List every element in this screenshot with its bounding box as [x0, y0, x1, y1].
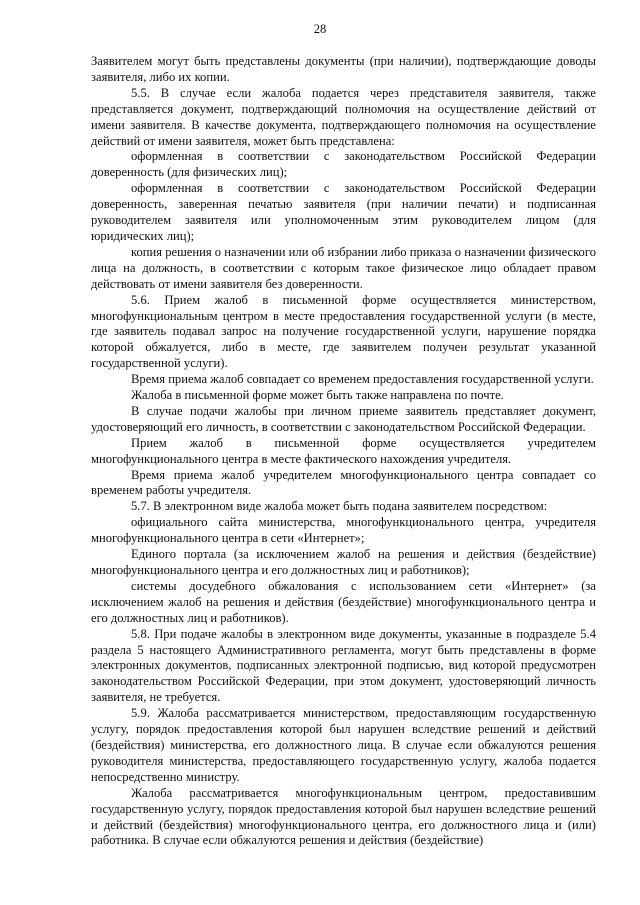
paragraph: оформленная в соответствии с законодательством Российской Федерации доверенность, заверенная печатью заявителя (при наличии печати) и подписанная руководителем заявителя или уполномоченным этим руководителем лицом (для юридических лиц);	[91, 181, 596, 243]
paragraph: 5.9. Жалоба рассматривается министерством, предоставляющим государственную услугу, порядок предоставления которой был нарушен вследствие решений и действий (бездействия) министерства, его должностного лица. В случае если обжалуются решения руководителя министерства, предоставляющего государственную услугу, жалоба подается непосредственно министру.	[91, 706, 596, 784]
paragraph: Время приема жалоб совпадает со временем предоставления государственной услуги.	[131, 372, 594, 387]
paragraph: оформленная в соответствии с законодательством Российской Федерации доверенность (для физических лиц);	[91, 149, 596, 180]
paragraph: 5.8. При подаче жалобы в электронном виде документы, указанные в подразделе 5.4 раздела 5 настоящего Административного регламента, могут быть представлены в форме электронных документов, подписанных электронной подписью, вид которой предусмотрен законодательством Российской Федерации, при этом документ, удостоверяющий личность заявителя, не требуется.	[91, 626, 596, 705]
paragraph: официального сайта министерства, многофункционального центра, учредителя многофункционального центра в сети «Интернет»;	[91, 515, 596, 546]
document-body	[91, 54, 596, 849]
paragraph: Прием жалоб в письменной форме осуществляется учредителем многофункционального центра в месте фактического нахождения учредителя.	[91, 435, 596, 466]
paragraph: Время приема жалоб учредителем многофункционального центра совпадает со временем работы учредителя.	[91, 467, 596, 498]
paragraph: В случае подачи жалобы при личном приеме заявитель представляет документ, удостоверяющий его личность, в соответствии с законодательством Российской Федерации.	[91, 403, 596, 434]
paragraph: Заявителем могут быть представлены документы (при наличии), подтверждающие доводы заявителя, либо их копии.	[91, 54, 596, 84]
paragraph: Жалоба в письменной форме может быть также направлена по почте.	[131, 388, 504, 403]
paragraph: копия решения о назначении или об избрании либо приказа о назначении физического лица на должность, в соответствии с которым такое физическое лицо обладает правом действовать от имени заявителя без доверенности.	[91, 244, 596, 291]
paragraph: 5.7. В электронном виде жалоба может быть подана заявителем посредством:	[131, 499, 548, 514]
paragraph: Единого портала (за исключением жалоб на решения и действия (бездействие) многофункционального центра и его должностных лиц и работников);	[91, 547, 596, 577]
paragraph: 5.6. Прием жалоб в письменной форме осуществляется министерством, многофункциональным центром в месте предоставления государственной услуги (в месте, где заявитель подавал запрос на получение государственной услуги, нарушение порядка которой обжалуется, либо в месте, где заявителем получен результат указанной государственной услуги).	[91, 292, 596, 371]
paragraph: системы досудебного обжалования с использованием сети «Интернет» (за исключением жалоб на решения и действия (бездействие) многофункционального центра и его должностных лиц и работников).	[91, 578, 596, 625]
page-number: 28	[313, 22, 327, 36]
paragraph: 5.5. В случае если жалоба подается через представителя заявителя, также представляется документ, подтверждающий полномочия на осуществление действий от имени заявителя. В качестве документа, подтверждающего полномочия на осуществление действий от имени заявителя, может быть представлена:	[91, 85, 596, 148]
paragraph: Жалоба рассматривается многофункциональным центром, предоставившим государственную услугу, порядок предоставления которой был нарушен вследствие решений и действий (бездействия) многофункционального центра, его должностного лица и (или) работника. В случае если обжалуются решения и действия (бездействие)	[91, 785, 596, 848]
